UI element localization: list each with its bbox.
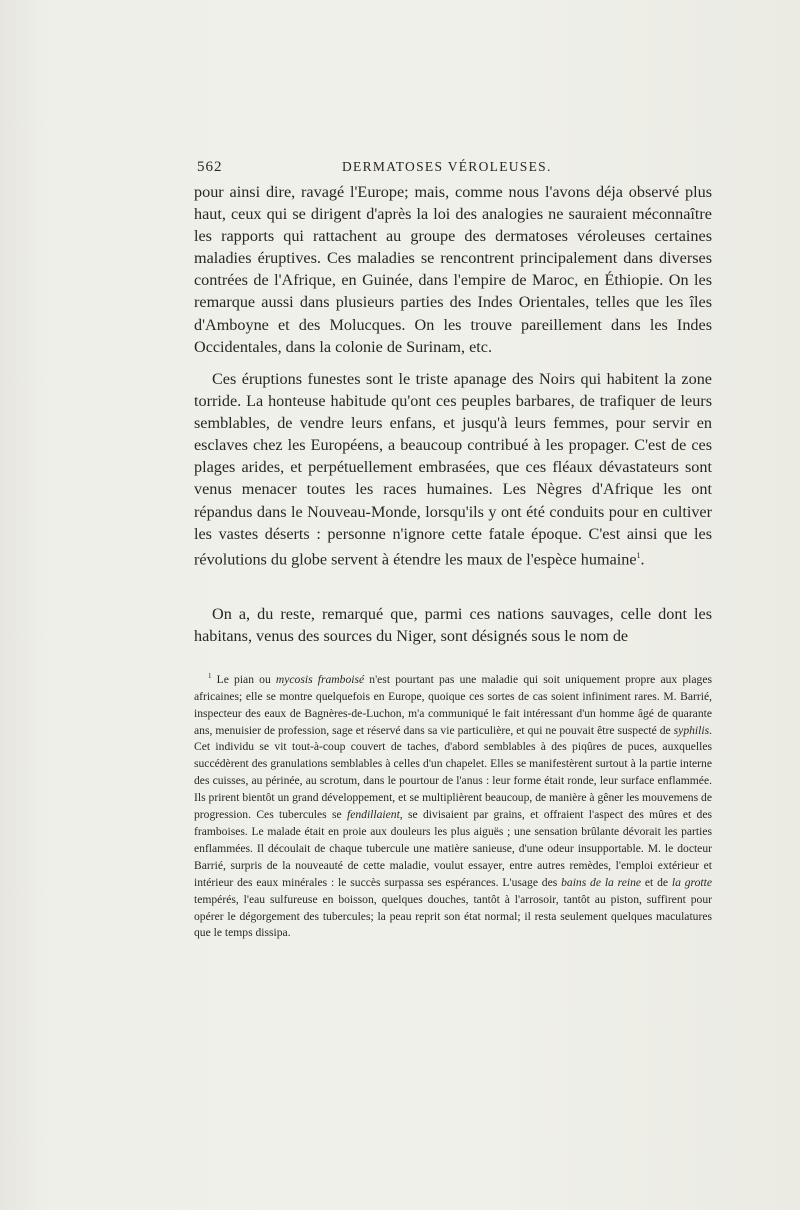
footnote-italic-term: la grotte: [671, 875, 713, 889]
paragraph-2-body: Ces éruptions funestes sont le triste apanage des Noirs qui habitent la zone torride. La honteuse habitude qu'ont ces peuples barbares, de trafiquer de leurs semblables, de vendre leurs enfans, et jusqu'à leurs femmes, pour servir en esclaves chez les Européens, a beaucoup contribué à les propager. C'est de ces plages arides, et perpétuellement embrasées, que ces fléaux dévastateurs sont venus menacer toutes les races humaines. Les Nègres d'Afrique les ont répandus dans le Nouveau-Monde, lorsqu'ils y ont été conduits pour en cultiver les vastes déserts : personne n'ignore cette fatale époque. C'est ainsi que les révolutions du globe servent à étendre les maux de l'espèce humaine: [194, 370, 712, 569]
footnote-italic-term: fendillaient: [346, 808, 400, 822]
page-number: 562: [197, 159, 223, 175]
footnote-segment: , se divisaient par grains, et offraient l'aspect des mûres et des framboises. Le malade était en proie aux douleurs les plus aiguës ; une sensation brûlante dévorait les parties enflammées. Il découlait de chaque tubercule une matière sanieuse, d'une odeur insupportable. M. le docteur Barrié, surpris de la nouveauté de cette maladie, voulut essayer, entre autres remèdes, l'emploi extérieur et intérieur des eaux minérales : le succès surpassa ses espérances. L'usage des: [194, 808, 712, 889]
footnote-italic-term: mycosis framboisé: [275, 672, 365, 686]
footnote: [194, 668, 712, 942]
footnote-segment: et de: [641, 875, 672, 889]
footnote-body: [194, 673, 712, 940]
running-title: DERMATOSES VÉROLEUSES.: [342, 159, 552, 174]
paragraph-2-text: [194, 368, 712, 570]
footnote-reference: 1: [636, 550, 641, 560]
paragraph-3-text: On a, du reste, remarqué que, parmi ces nations sauvages, celle dont les habitans, venus des sources du Niger, sont désignés sous le nom de: [194, 605, 712, 646]
paragraph-2: [194, 368, 712, 570]
paragraph-1: [194, 181, 712, 358]
paragraph-2-end: .: [640, 550, 645, 569]
footnote-segment: . Cet individu se vit tout-à-coup couvert de taches, d'abord semblables à des piqûres de puces, auxquelles succédèrent des granulations semblables à celles d'un chapelet. Elles se manifestèrent surtout à la partie interne des cuisses, au périnée, au scrotum, dans le pourtour de l'anus : leur forme était ronde, leur surface enflammée. Ils prirent bientôt un grand développement, et se multiplièrent beaucoup, de manière à gêner les mouvemens de progression. Ces tubercules se: [194, 723, 712, 822]
footnote-italic-term: bains de la reine: [561, 875, 642, 889]
footnote-segment: Le pian ou: [216, 672, 276, 686]
paragraph-1-text: pour ainsi dire, ravagé l'Europe; mais, comme nous l'avons déja observé plus haut, ceux qui se dirigent d'après la loi des analogies ne sauraient méconnaître les rapports qui rattachent au groupe des dermatoses véroleuses certaines maladies éruptives. Ces maladies se rencontrent principalement dans diverses contrées de l'Afrique, en Guinée, dans l'empire de Maroc, en Éthiopie. On les remarque aussi dans plusieurs parties des Indes Orientales, telles que les îles d'Amboyne et des Molucques. On les trouve pareillement dans les Indes Occidentales, dans la colonie de Surinam, etc.: [194, 183, 712, 356]
paragraph-3: [194, 603, 712, 647]
footnote-segment: tempérés, l'eau sulfureuse en boisson, quelques douches, tantôt à l'arrosoir, tantôt au piston, suffirent pour opérer le dégorgement des tubercules; la peau reprit son état normal; il resta seulement quelques maculatures que le temps dissipa.: [194, 892, 712, 940]
footnote-text: [194, 668, 712, 942]
footnote-mark: 1: [208, 672, 212, 680]
page-header: [197, 159, 715, 179]
footnote-italic-term: syphilis: [673, 723, 710, 737]
footnote-segment: n'est pourtant pas une maladie qui soit uniquement propre aux plages africaines; elle se montre quelquefois en Europe, quoique ces sortes de cas soient infiniment rares. M. Barrié, inspecteur des eaux de Bagnères-de-Luchon, m'a communiqué le fait intéressant d'un homme âgé de quarante ans, menuisier de profession, sage et réservé dans sa vie particulière, et qui ne pouvait être suspecté de: [194, 672, 712, 737]
